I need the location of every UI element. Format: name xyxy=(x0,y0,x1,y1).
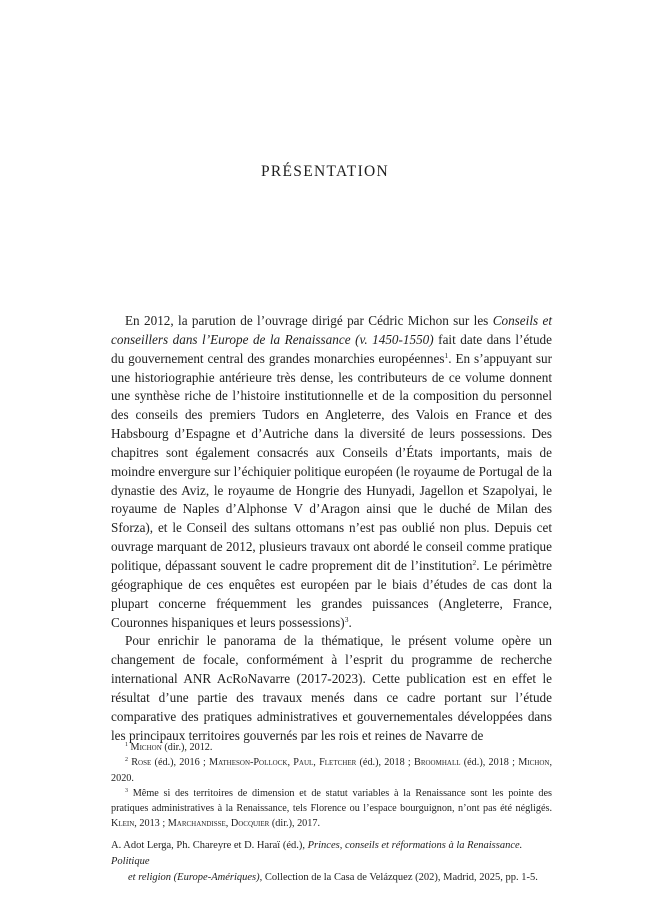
body-text xyxy=(111,312,552,745)
footnotes xyxy=(111,740,552,832)
footnote-author: Rose xyxy=(131,757,152,769)
footnote-ref-2[interactable]: 2 xyxy=(472,557,477,567)
footnote-text: , 2020. xyxy=(111,757,553,784)
footnote-author: Broomhall xyxy=(414,757,461,769)
page-title: PRÉSENTATION xyxy=(260,163,390,180)
footnote-author: Michon xyxy=(130,742,162,753)
p1-text-f: . xyxy=(348,614,352,630)
citation-title: Princes, conseils et réformations à la Renaissance. Politique xyxy=(111,840,523,867)
footnote-text: (éd.), 2016 ; xyxy=(151,757,210,769)
p1-book-title: Conseils et conseillers dans l’Europe de la Renaissance (v. 1450-1550) xyxy=(111,313,552,347)
footnote-text: (dir.), 2012. xyxy=(161,742,213,753)
citation-line-1 xyxy=(111,838,552,870)
footnote-text: Même si des territoires de dimension et de statut variables à la Renaissance sont les pointe des pratiques administratives à la Renaissance, tels Florence ou l’espace bourguignon, n’ont pas été négligés. xyxy=(111,787,552,815)
footnote-author: Klein xyxy=(111,818,135,830)
footnote-text: (éd.), 2018 ; xyxy=(460,757,519,769)
footnote-text: (dir.), 2017. xyxy=(269,818,320,830)
citation-subtitle: et religion (Europe-Amériques) xyxy=(128,872,260,883)
footnote-2 xyxy=(111,755,552,786)
citation-publisher: , Collection de la Casa de Velázquez (202), Madrid, 2025, pp. 1-5. xyxy=(259,872,538,883)
footnote-1 xyxy=(111,740,552,755)
p1-text-c: fait date dans l’étude du gouvernement central des grandes monarchies européennes xyxy=(111,331,553,366)
footnote-number: 1 xyxy=(125,742,128,748)
footnote-author: Marchandisse, Docquier xyxy=(167,818,270,830)
citation-block xyxy=(111,838,552,886)
footnote-3 xyxy=(111,786,552,832)
p1-text-e: . Le périmètre géographique de ces enquêtes est européen par le biais d’études de cas dont la plupart concerne fréquemment les grandes puissances (Angleterre, France, Couronnes hispaniques et leurs possessions) xyxy=(111,557,552,630)
p1-text-a: En 2012, la parution de l’ouvrage dirigé par Cédric Michon sur les xyxy=(125,313,493,328)
citation-line-2 xyxy=(111,870,552,886)
footnote-author: Michon xyxy=(518,757,550,769)
p1-text-d: . En s’appuyant sur une historiographie antérieure très dense, les contributeurs de ce volume donnent une synthèse riche de l’histoire institutionnelle et de la composition du personnel des conseils des premiers Tudors en Angleterre, des Valois en France et des Habsbourg d’Espagne et d’Autriche dans la diversité de leurs possessions. Des chapitres sont également consacrés aux Conseils d’États importants, mais de moindre envergure sur l’échiquier politique européen (le royaume de Portugal de la dynastie des Aviz, le royaume de Hongrie des Hunyadi, Jagellon et Szapolyai, le royaume de Naples d’Alphonse V d’Aragon ainsi que le duché de Milan des Sforza), et le Conseil des sultans ottomans n’est pas oublié non plus. Depuis cet ouvrage marquant de 2012, plusieurs travaux ont abordé le conseil comme pratique politique, dépassant souvent le cadre proprement dit de l’institution xyxy=(111,350,552,573)
footnote-text: (éd.), 2018 ; xyxy=(356,757,415,769)
footnote-number: 3 xyxy=(125,787,128,794)
paragraph-2: Pour enrichir le panorama de la thématique, le présent volume opère un changement de focale, conformément à l’esprit du programme de recherche international ANR AcRoNavarre (2017-2023). Cette publication est en effet le résultat d’une partie des travaux menés dans ce cadre portant sur l’étude comparative des pratiques administratives et gouvernementales développées dans les principaux territoires gouvernés par les rois et reines de Navarre de xyxy=(111,633,552,743)
footnote-author: Matheson-Pollock, Paul, Fletcher xyxy=(209,757,357,769)
footnote-text: , 2013 ; xyxy=(134,818,168,830)
footnote-number: 2 xyxy=(125,757,128,764)
footnote-ref-1[interactable]: 1 xyxy=(444,350,449,360)
footnote-ref-3[interactable]: 3 xyxy=(344,614,349,624)
paragraph-1 xyxy=(111,312,552,632)
citation-authors: A. Adot Lerga, Ph. Chareyre et D. Haraï (éd.), xyxy=(111,840,308,851)
